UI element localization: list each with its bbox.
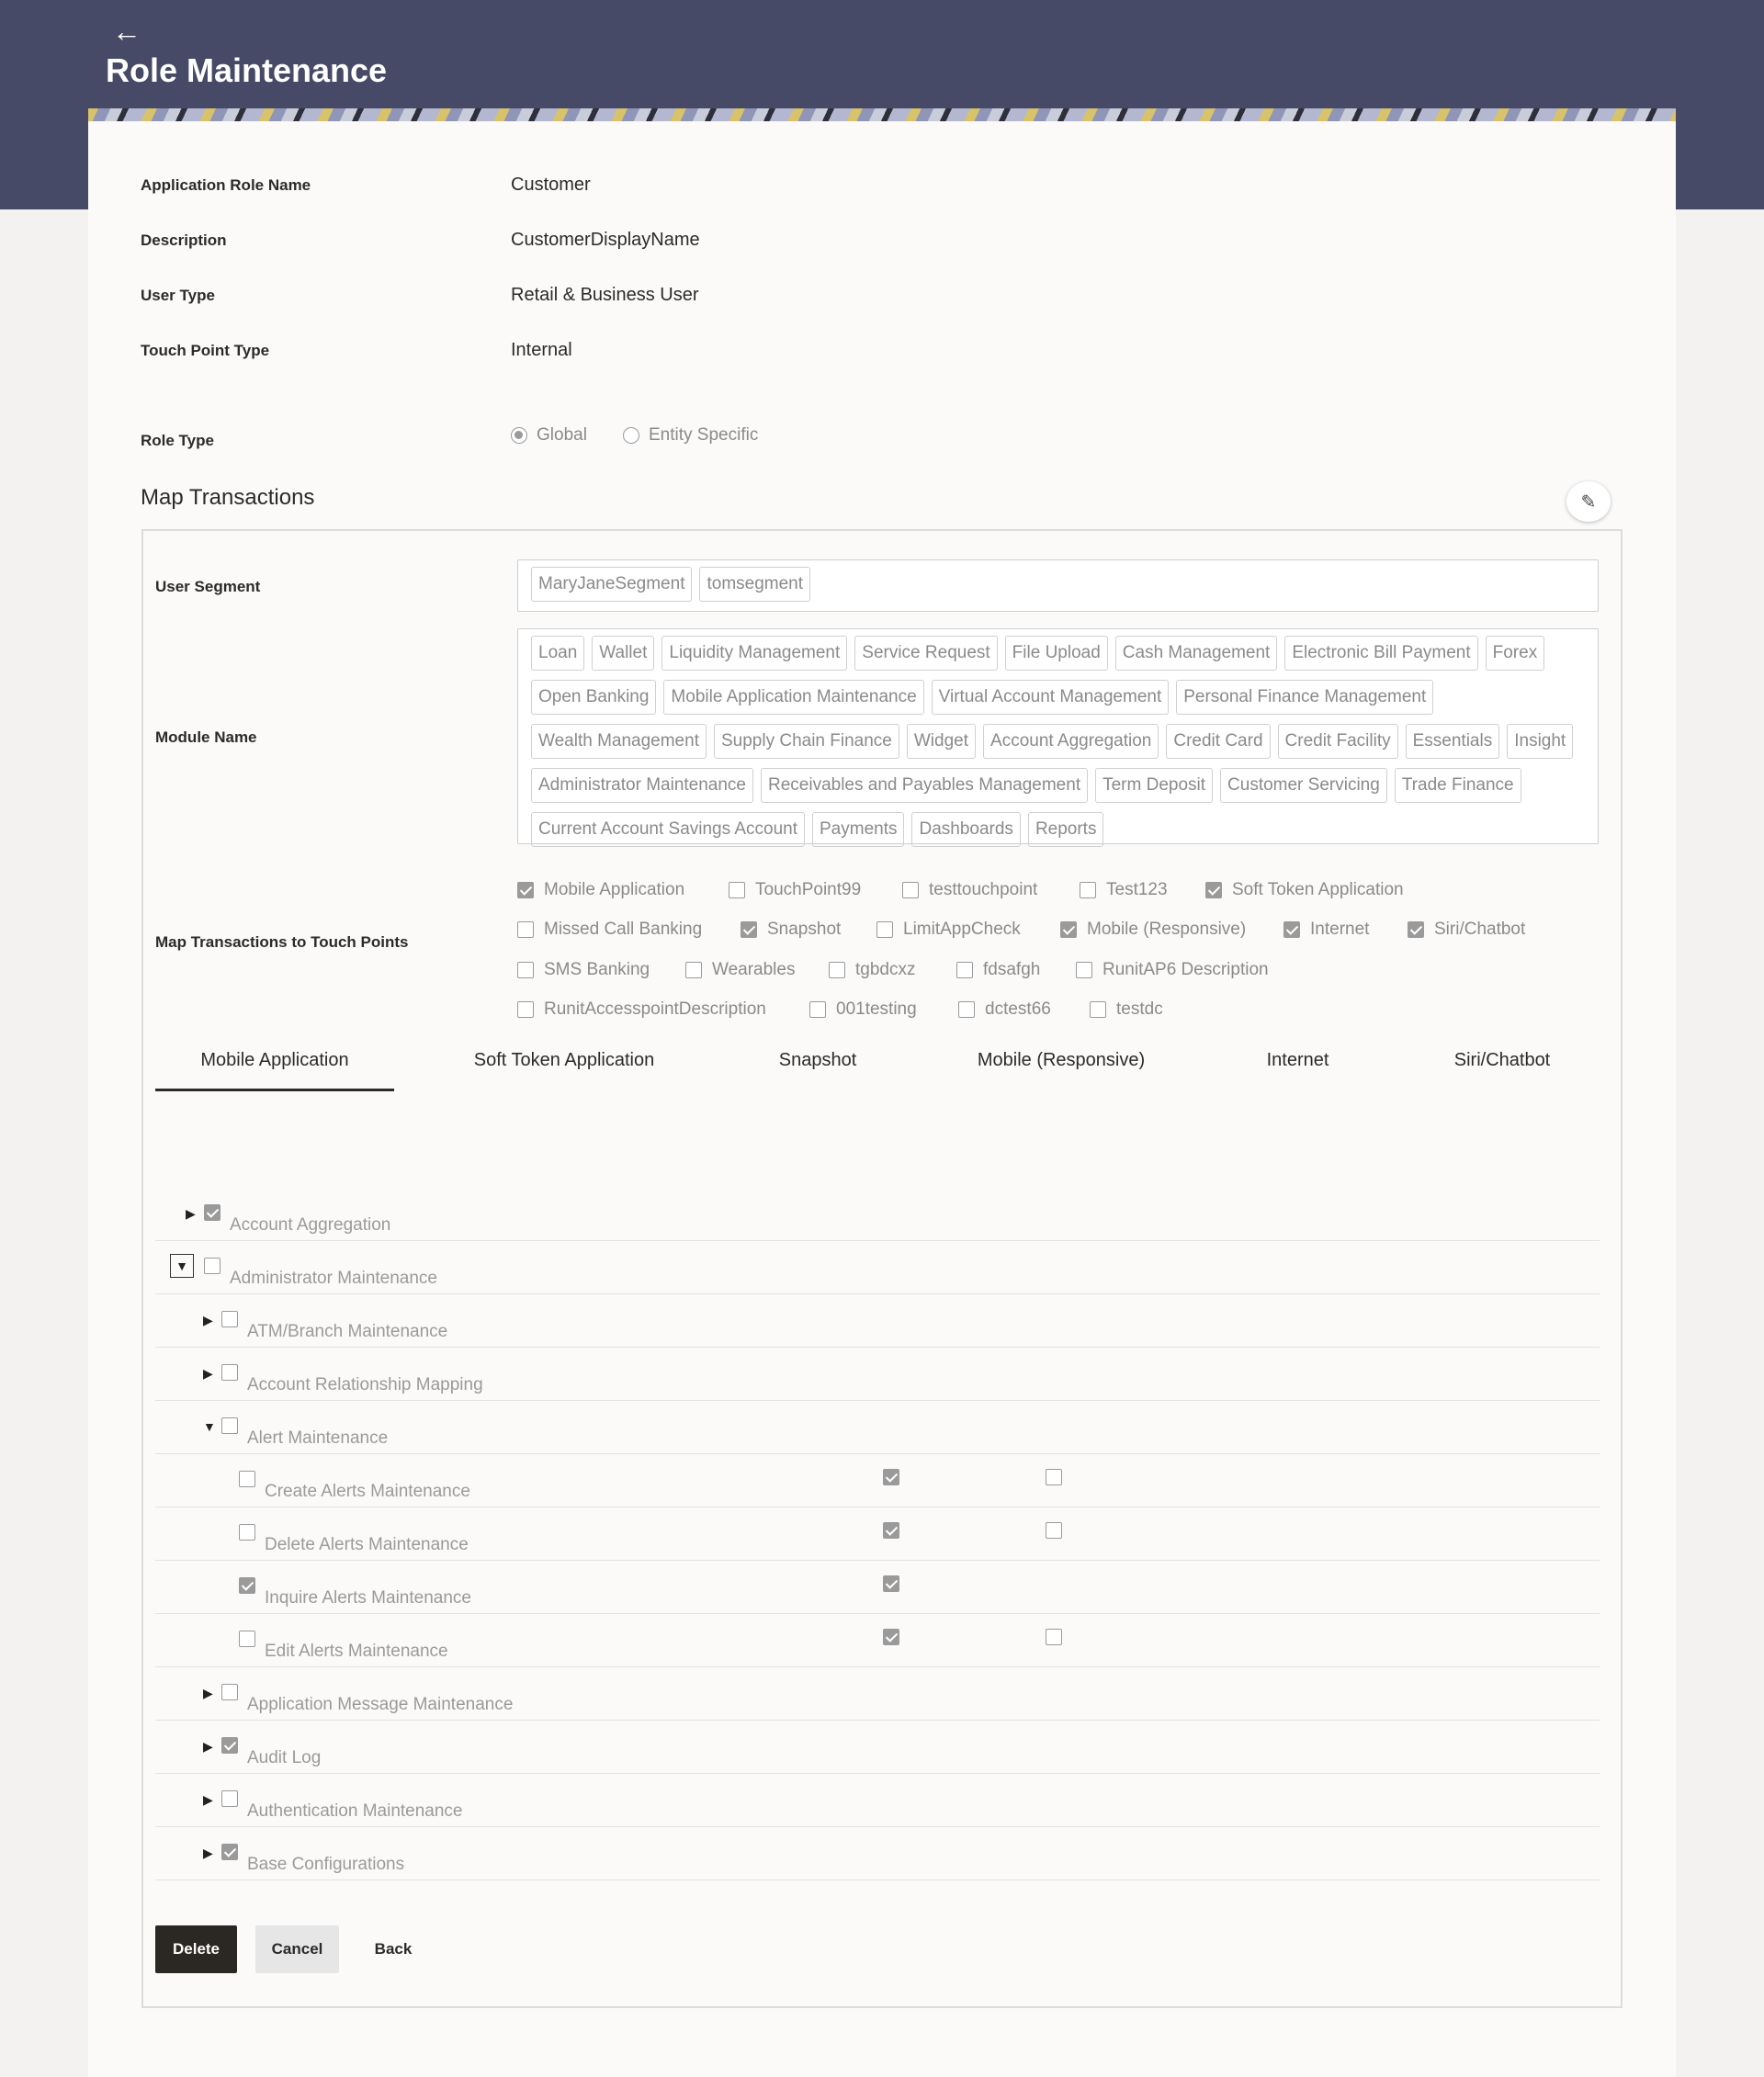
module-tag: Essentials [1406, 724, 1500, 759]
touch-point-checkbox[interactable] [902, 880, 1037, 900]
tree-row-checkbox[interactable] [221, 1737, 238, 1754]
tree-row-checkbox[interactable] [221, 1311, 238, 1327]
touch-point-checkbox[interactable] [876, 920, 1021, 940]
checkbox-unchecked-icon [1076, 962, 1092, 978]
map-transactions-title: Map Transactions [141, 485, 315, 510]
tab-mobile-responsive[interactable]: Mobile (Responsive) [977, 1050, 1146, 1070]
module-tag: Virtual Account Management [932, 680, 1170, 715]
module-name-label: Module Name [155, 728, 257, 746]
touch-point-label: Test123 [1106, 880, 1168, 899]
touch-point-checkbox[interactable] [517, 920, 702, 940]
touch-point-label: dctest66 [985, 999, 1051, 1019]
module-tag: Term Deposit [1095, 768, 1213, 803]
module-tag: Widget [907, 724, 976, 759]
touch-point-label: 001testing [836, 999, 917, 1019]
tree-row-label: Audit Log [247, 1748, 322, 1767]
module-tag: Credit Facility [1278, 724, 1398, 759]
touch-point-type-value: Internal [511, 340, 572, 360]
tree-row [155, 1241, 1600, 1294]
module-tag: Administrator Maintenance [531, 768, 753, 803]
touch-point-checkbox[interactable] [517, 999, 766, 1020]
checkbox-unchecked-icon [517, 1001, 534, 1018]
checkbox-unchecked-icon [809, 1001, 826, 1018]
touch-point-label: SMS Banking [544, 960, 650, 979]
caret-right-icon[interactable]: ▶ [203, 1366, 213, 1381]
module-tag: Liquidity Management [662, 636, 847, 671]
module-tag: Insight [1507, 724, 1573, 759]
permission-checkbox[interactable] [1046, 1469, 1062, 1485]
tree-row [155, 1507, 1600, 1561]
tree-row-label: Authentication Maintenance [247, 1801, 463, 1821]
touch-point-label: Mobile Application [544, 880, 685, 899]
tree-row [155, 1348, 1600, 1401]
caret-down-icon[interactable]: ▼ [170, 1254, 194, 1278]
checkbox-checked-icon [1283, 921, 1300, 938]
touch-point-label: fdsafgh [983, 960, 1041, 979]
module-tag: Wealth Management [531, 724, 707, 759]
touch-point-checkbox[interactable] [1060, 920, 1246, 940]
caret-right-icon[interactable]: ▶ [203, 1739, 213, 1754]
checkbox-unchecked-icon [829, 962, 845, 978]
tree-row [155, 1667, 1600, 1721]
tab-snapshot[interactable]: Snapshot [778, 1050, 857, 1070]
touch-point-label: Missed Call Banking [544, 920, 703, 939]
tree-row-label: Base Configurations [247, 1855, 405, 1874]
tree-row-label: Administrator Maintenance [230, 1269, 437, 1288]
touch-point-checkbox[interactable] [1080, 880, 1168, 900]
permission-checkbox[interactable] [1046, 1522, 1062, 1539]
tree-row-label: ATM/Branch Maintenance [247, 1322, 448, 1341]
touch-point-checkbox[interactable] [1408, 920, 1525, 940]
module-tag: Wallet [592, 636, 654, 671]
module-tag: Cash Management [1115, 636, 1278, 671]
tree-row-label: Create Alerts Maintenance [265, 1482, 470, 1501]
touch-point-checkbox[interactable] [685, 960, 795, 980]
touch-point-checkbox[interactable] [958, 999, 1051, 1020]
touch-point-checkbox[interactable] [517, 960, 650, 980]
tree-row-label: Delete Alerts Maintenance [265, 1535, 469, 1554]
description-value: CustomerDisplayName [511, 230, 700, 250]
module-tag: Forex [1486, 636, 1545, 671]
checkbox-unchecked-icon [876, 921, 893, 938]
checkbox-unchecked-icon [956, 962, 973, 978]
tree-row-label: Alert Maintenance [247, 1428, 389, 1448]
touch-point-label: RunitAP6 Description [1102, 960, 1269, 979]
tab-mobile-application[interactable]: Mobile Application [200, 1050, 349, 1070]
caret-right-icon[interactable]: ▶ [203, 1686, 213, 1700]
user-segment-tag: MaryJaneSegment [531, 567, 692, 602]
user-type-label: User Type [141, 287, 215, 304]
module-tag: Dashboards [911, 812, 1020, 847]
checkbox-unchecked-icon [729, 882, 745, 898]
module-tag: File Upload [1005, 636, 1108, 671]
module-tag: Service Request [854, 636, 997, 671]
tab-internet[interactable]: Internet [1266, 1050, 1329, 1070]
tree-row-label: Edit Alerts Maintenance [265, 1642, 448, 1661]
touch-points-label: Map Transactions to Touch Points [155, 933, 409, 951]
cancel-button[interactable]: Cancel [255, 1925, 339, 1973]
tree-row [155, 1294, 1600, 1348]
radio-label: Global [537, 425, 587, 445]
radio-selected-icon [511, 427, 527, 444]
checkbox-unchecked-icon [1090, 1001, 1106, 1018]
page-title: Role Maintenance [106, 51, 388, 89]
checkbox-unchecked-icon [517, 921, 534, 938]
back-button[interactable]: Back [374, 1940, 413, 1958]
tree-row [155, 1827, 1600, 1880]
checkbox-unchecked-icon [685, 962, 702, 978]
tree-row-checkbox[interactable] [221, 1364, 238, 1381]
tree-row [155, 1614, 1600, 1667]
caret-right-icon[interactable]: ▶ [203, 1846, 213, 1860]
touch-point-label: Siri/Chatbot [1434, 920, 1526, 939]
role-name-value: Customer [511, 175, 591, 195]
touch-point-label: Soft Token Application [1232, 880, 1404, 899]
module-tag: Account Aggregation [983, 724, 1159, 759]
tree-row-checkbox[interactable] [221, 1844, 238, 1860]
tree-row [155, 1401, 1600, 1454]
module-tag: Electronic Bill Payment [1284, 636, 1477, 671]
permission-checkbox[interactable] [883, 1469, 899, 1485]
user-type-value: Retail & Business User [511, 285, 699, 305]
module-tag: Supply Chain Finance [714, 724, 899, 759]
touch-point-checkbox[interactable] [1283, 920, 1369, 940]
touch-point-checkbox[interactable] [829, 960, 915, 980]
radio-unselected-icon [623, 427, 639, 444]
radio-label: Entity Specific [649, 425, 759, 445]
touch-point-label: RunitAccesspointDescription [544, 999, 766, 1019]
checkbox-checked-icon [1060, 921, 1077, 938]
tree-row-label: Account Aggregation [230, 1215, 391, 1235]
tree-row-checkbox[interactable] [221, 1790, 238, 1807]
touch-point-label: Internet [1310, 920, 1370, 939]
touch-point-label: LimitAppCheck [903, 920, 1021, 939]
module-tag: Receivables and Payables Management [761, 768, 1088, 803]
checkbox-checked-icon [517, 882, 534, 898]
user-segment-tag: tomsegment [699, 567, 810, 602]
role-type-global-radio[interactable] [511, 425, 587, 446]
touch-point-label: Mobile (Responsive) [1087, 920, 1247, 939]
touch-point-label: TouchPoint99 [755, 880, 862, 899]
checkbox-unchecked-icon [902, 882, 919, 898]
active-tab-indicator [155, 1089, 394, 1091]
tab-soft-token-application[interactable]: Soft Token Application [473, 1050, 655, 1070]
touch-point-checkbox[interactable] [1090, 999, 1163, 1020]
description-label: Description [141, 231, 227, 249]
tree-row [155, 1774, 1600, 1827]
touch-point-checkbox[interactable] [956, 960, 1040, 980]
user-segment-field[interactable] [517, 559, 1599, 612]
tree-row-label: Inquire Alerts Maintenance [265, 1588, 471, 1608]
tree-row-checkbox[interactable] [239, 1577, 255, 1594]
permission-checkbox[interactable] [883, 1629, 899, 1645]
caret-right-icon[interactable]: ▶ [203, 1792, 213, 1807]
arrow-left-icon[interactable]: ← [112, 15, 141, 48]
user-segment-label: User Segment [155, 578, 261, 595]
touch-point-checkbox[interactable] [809, 999, 917, 1020]
touch-point-checkbox[interactable] [729, 880, 861, 900]
touch-point-type-label: Touch Point Type [141, 342, 270, 359]
touch-point-label: Snapshot [767, 920, 842, 939]
delete-button[interactable]: Delete [155, 1925, 237, 1973]
role-type-label: Role Type [141, 432, 214, 449]
touch-point-label: tgbdcxz [855, 960, 916, 979]
checkbox-checked-icon [1408, 921, 1424, 938]
module-tag: Mobile Application Maintenance [663, 680, 923, 715]
tree-row [155, 1721, 1600, 1774]
checkbox-unchecked-icon [517, 962, 534, 978]
module-tag: Customer Servicing [1220, 768, 1387, 803]
checkbox-checked-icon [1205, 882, 1222, 898]
caret-right-icon[interactable]: ▶ [186, 1206, 196, 1221]
tree-row-label: Application Message Maintenance [247, 1695, 514, 1714]
module-tag: Credit Card [1166, 724, 1270, 759]
tree-row-label: Account Relationship Mapping [247, 1375, 483, 1394]
role-type-entity-radio[interactable] [623, 425, 758, 446]
tree-row-checkbox[interactable] [239, 1631, 255, 1647]
permission-checkbox[interactable] [883, 1575, 899, 1592]
touch-point-checkbox[interactable] [517, 880, 684, 900]
tree-row-checkbox[interactable] [239, 1471, 255, 1487]
role-name-label: Application Role Name [141, 176, 311, 194]
permission-checkbox[interactable] [883, 1522, 899, 1539]
touch-point-checkbox[interactable] [741, 920, 841, 940]
pencil-icon[interactable]: ✎ [1566, 481, 1611, 522]
checkbox-checked-icon [741, 921, 757, 938]
caret-right-icon[interactable]: ▶ [203, 1313, 213, 1327]
module-tag: Open Banking [531, 680, 656, 715]
tree-row-checkbox[interactable] [221, 1684, 238, 1700]
tree-row-checkbox[interactable] [204, 1258, 220, 1274]
module-tag: Payments [812, 812, 904, 847]
checkbox-unchecked-icon [1080, 882, 1096, 898]
permission-checkbox[interactable] [1046, 1629, 1062, 1645]
module-tag: Current Account Savings Account [531, 812, 805, 847]
checkbox-unchecked-icon [958, 1001, 975, 1018]
module-name-field[interactable] [517, 628, 1599, 844]
tree-row-checkbox[interactable] [221, 1417, 238, 1434]
tree-row-checkbox[interactable] [204, 1204, 220, 1221]
tree-row-checkbox[interactable] [239, 1524, 255, 1541]
touch-point-checkbox[interactable] [1205, 880, 1404, 900]
module-tag: Personal Finance Management [1176, 680, 1433, 715]
touch-point-label: Wearables [712, 960, 796, 979]
module-tag: Trade Finance [1395, 768, 1521, 803]
module-tag: Reports [1028, 812, 1104, 847]
caret-down-icon[interactable]: ▼ [203, 1419, 216, 1434]
touch-point-checkbox[interactable] [1076, 960, 1269, 980]
touch-point-label: testtouchpoint [929, 880, 1038, 899]
tree-row [155, 1561, 1600, 1614]
tree-row [155, 1454, 1600, 1507]
module-tag: Loan [531, 636, 584, 671]
tab-siri-chatbot[interactable]: Siri/Chatbot [1453, 1050, 1551, 1070]
tree-row [155, 1188, 1600, 1241]
touch-point-label: testdc [1116, 999, 1163, 1019]
